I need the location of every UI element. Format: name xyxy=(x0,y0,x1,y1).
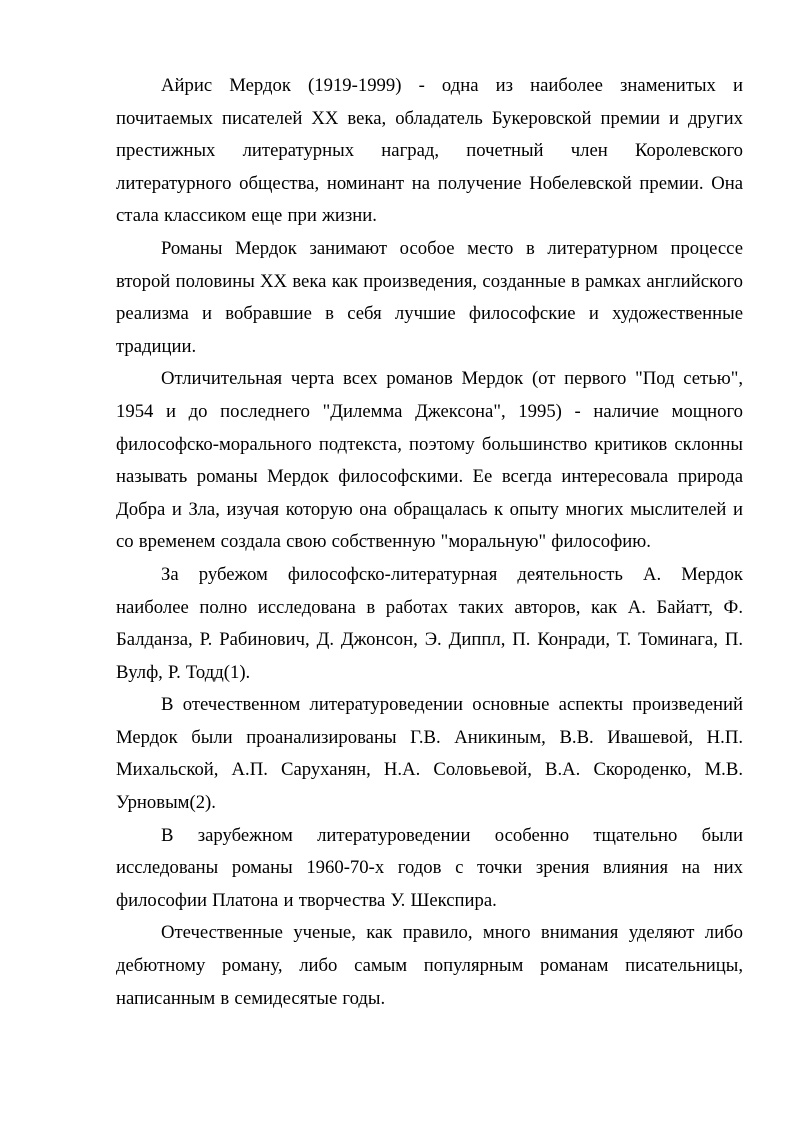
paragraph-2: Романы Мердок занимают особое место в литературном процессе второй половины XX века как произведения, созданные в рамках английского реализма и вобравшие в себя лучшие философские и художественные традиции. xyxy=(116,237,743,357)
paragraph-4: За рубежом философско-литературная деятельность А. Мердок наиболее полно исследована в работах таких авторов, как А. Байатт, Ф. Балданза, Р. Рабинович, Д. Джонсон, Э. Диппл, П. Конради, Т. Томинага, П. Вулф, Р. Тодд(1). xyxy=(116,563,743,683)
paragraph-3: Отличительная черта всех романов Мердок (от первого "Под сетью", 1954 и до последнего "Дилемма Джексона", 1995) - наличие мощного философско-морального подтекста, поэтому большинство критиков склонны называть романы Мердок философскими. Ее всегда интересовала природа Добра и Зла, изучая которую она обращалась к опыту многих мыслителей и со временем создала свою собственную "моральную" философию. xyxy=(116,368,743,553)
paragraph-7: Отечественные ученые, как правило, много внимания уделяют либо дебютному роману, либо самым популярным романам писательницы, написанным в семидесятые годы. xyxy=(116,922,743,1009)
paragraph-6: В зарубежном литературоведении особенно тщательно были исследованы романы 1960-70-х годов с точки зрения влияния на них философии Платона и творчества У. Шекспира. xyxy=(116,824,743,911)
paragraph-1: Айрис Мердок (1919-1999) - одна из наиболее знаменитых и почитаемых писателей XX века, обладатель Букеровской премии и других престижных литературных наград, почетный член Королевского литературного общества, номинант на получение Нобелевской премии. Она стала классиком еще при жизни. xyxy=(116,75,743,227)
paragraph-5: В отечественном литературоведении основные аспекты произведений Мердок были проанализированы Г.В. Аникиным, В.В. Ивашевой, Н.П. Михальской, А.П. Саруханян, Н.А. Соловьевой, В.А. Скороденко, М.В. Урновым(2). xyxy=(116,694,743,814)
